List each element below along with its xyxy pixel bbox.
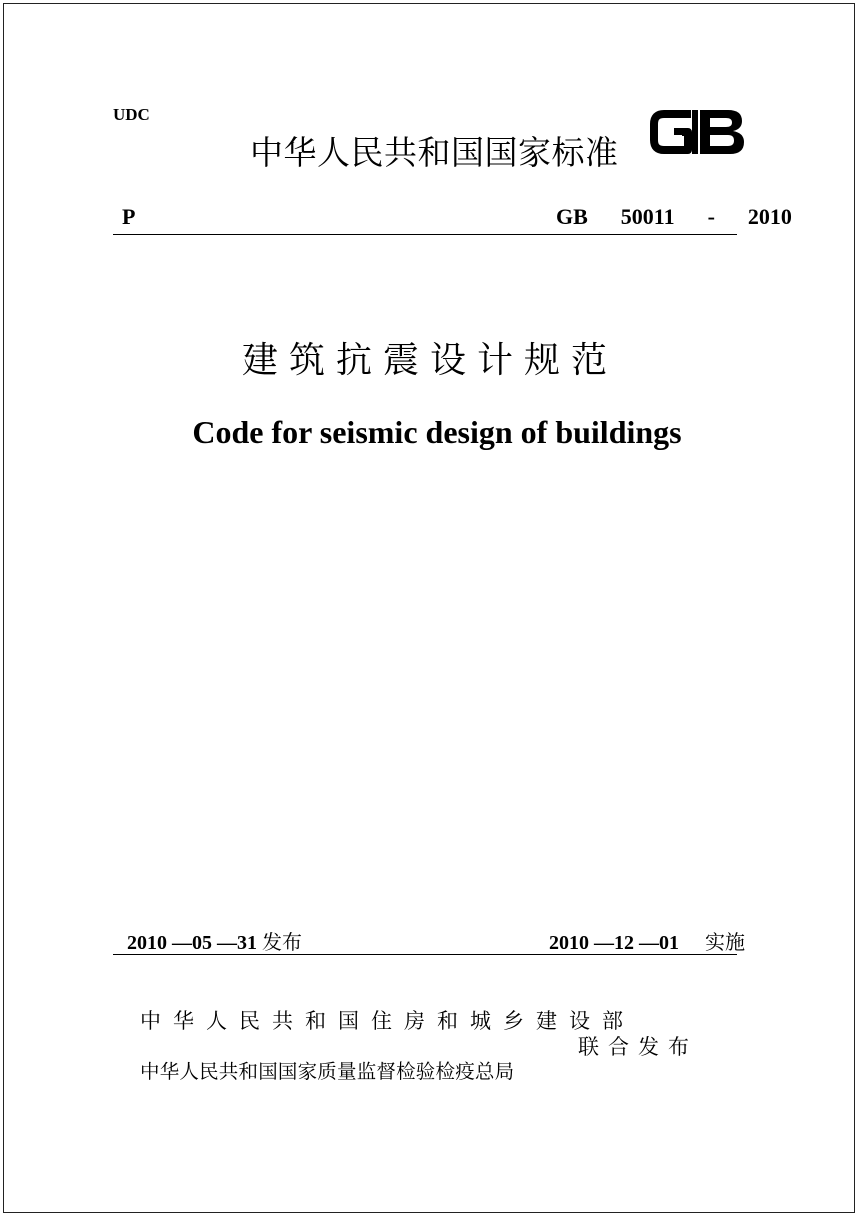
issue-date: 2010 —05 —31 xyxy=(127,932,257,954)
udc-label: UDC xyxy=(113,105,150,124)
gb-logo xyxy=(648,104,748,160)
standard-type-title: 中华人民共和国国家标准 xyxy=(250,133,619,172)
standard-number-year: 2010 xyxy=(747,204,792,229)
issuer-ministry: 中华人民共和国住房和城乡建设部 xyxy=(140,1009,635,1033)
standard-number-prefix: GB xyxy=(556,204,588,229)
document-title-chinese: 建筑抗震设计规范 xyxy=(241,340,618,381)
issuer-aqsiq: 中华人民共和国国家质量监督检验检疫总局 xyxy=(140,1060,515,1083)
standard-number-dash: - xyxy=(707,204,715,229)
issue-date-line xyxy=(127,926,302,955)
classification-code: P xyxy=(122,204,136,229)
implement-label: 实施 xyxy=(705,930,745,954)
document-title-english: Code for seismic design of buildings xyxy=(192,414,682,450)
implement-date-line xyxy=(549,926,745,955)
implement-date: 2010 —12 —01 xyxy=(549,932,679,954)
standard-number xyxy=(556,204,792,230)
header-divider xyxy=(113,234,737,235)
issue-label: 发布 xyxy=(262,930,302,954)
joint-issue-label: 联合发布 xyxy=(578,1035,698,1059)
footer-divider xyxy=(113,954,737,955)
standard-number-main: 50011 xyxy=(620,204,675,229)
